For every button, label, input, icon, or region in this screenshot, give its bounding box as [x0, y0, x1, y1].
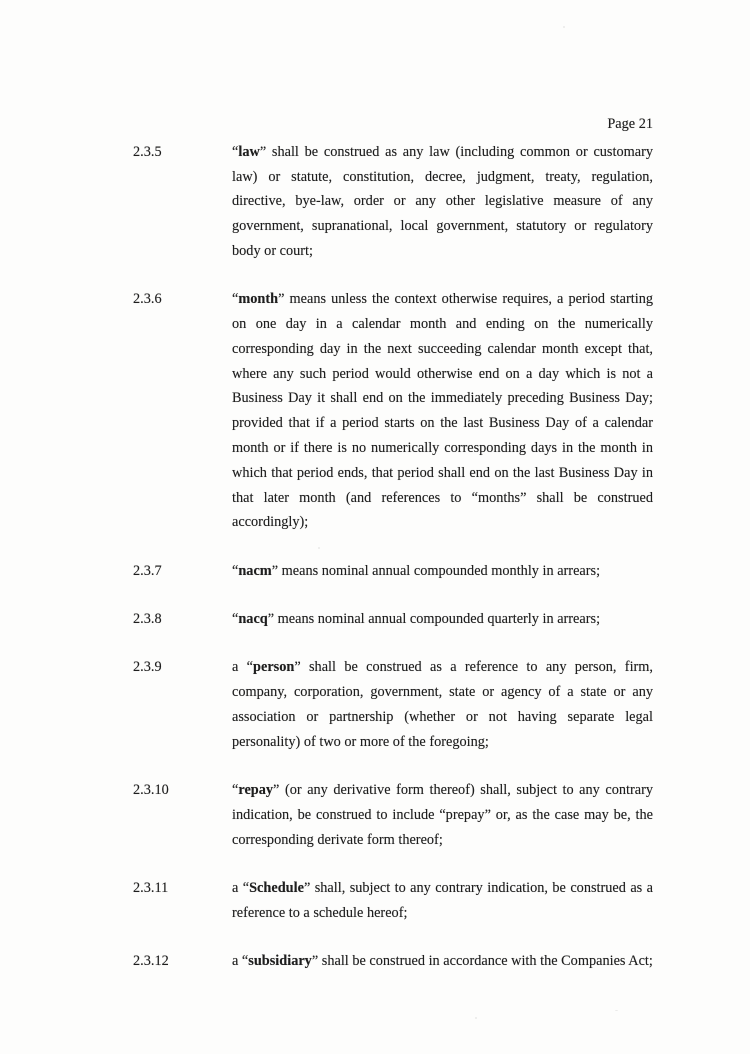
clause-text: [232, 655, 653, 754]
clause-suffix: ” means unless the context otherwise requires, a period starting on one day in a calendar month and ending on the numerically corresponding day in the next succeeding calendar month except that, where any such period would otherwise end on a day which is not a Business Day it shall end on the immediately preceding Business Day; provided that if a period starts on the last Business Day of a calendar month or if there is no numerically corresponding days in the month in which that period ends, that period shall end on the last Business Day in that later month (and references to “months” shall be construed accordingly);: [232, 291, 653, 531]
clause-number: 2.3.5: [133, 143, 162, 160]
clause-prefix: a “: [232, 953, 249, 970]
defined-term: nacm: [238, 562, 272, 579]
clause-text: [232, 778, 653, 852]
defined-term: nacq: [238, 611, 268, 628]
defined-term: law: [238, 143, 260, 160]
clause-suffix: ” shall be construed as a reference to any person, firm, company, corporation, government, state or agency of a state or any association or partnership (whether or not having separate legal personality) of two or more of the foregoing;: [232, 659, 653, 750]
scan-speck: [475, 1017, 477, 1019]
page-number: Page 21: [607, 116, 653, 132]
defined-term: repay: [238, 782, 274, 799]
defined-term: month: [238, 291, 279, 308]
clause-suffix: ” shall, subject to any contrary indication, be construed as a reference to a schedule hereof;: [232, 879, 653, 921]
clause-suffix: ” shall be construed in accordance with the Companies Act;: [311, 953, 653, 970]
clause-prefix: “: [232, 562, 239, 579]
clause-suffix: ” means nominal annual compounded quarterly in arrears;: [267, 611, 601, 628]
clause-suffix: ” means nominal annual compounded monthly in arrears;: [271, 562, 601, 579]
clause-text: [232, 949, 653, 974]
clause-number: 2.3.11: [133, 879, 169, 896]
clause-row: [133, 949, 653, 974]
clause-text: [232, 140, 653, 264]
scan-speck: [615, 1010, 618, 1011]
clause-number: 2.3.8: [133, 611, 162, 628]
clause-row: [133, 655, 653, 754]
clause-prefix: “: [232, 782, 239, 799]
clause-row: [133, 287, 653, 535]
clause-row: [133, 607, 653, 632]
defined-term: Schedule: [249, 879, 304, 896]
scan-speck: [318, 547, 320, 549]
clause-row: [133, 140, 653, 264]
clause-text: [232, 876, 653, 926]
scan-speck: [563, 26, 565, 28]
clause-prefix: a “: [232, 659, 254, 676]
clause-row: [133, 778, 653, 852]
clause-text: [232, 559, 653, 584]
clause-number: 2.3.12: [133, 953, 169, 970]
clause-row: [133, 559, 653, 584]
clause-number: 2.3.9: [133, 659, 162, 676]
defined-term: person: [253, 659, 295, 676]
clause-number: 2.3.6: [133, 291, 162, 308]
clause-prefix: “: [232, 291, 239, 308]
defined-term: subsidiary: [248, 953, 312, 970]
scan-speck: [158, 964, 160, 966]
clause-text: [232, 287, 653, 535]
clause-prefix: a “: [232, 879, 250, 896]
clause-number: 2.3.10: [133, 782, 169, 799]
clause-suffix: ” shall be construed as any law (including common or customary law) or statute, constitution, decree, judgment, treaty, regulation, directive, bye-law, order or any other legislative measure of any government, supranational, local government, statutory or regulatory body or court;: [232, 143, 653, 259]
clause-prefix: “: [232, 143, 239, 160]
clause-text: [232, 607, 653, 632]
clause-prefix: “: [232, 611, 239, 628]
clause-suffix: ” (or any derivative form thereof) shall, subject to any contrary indication, be construed to include “prepay” or, as the case may be, the corresponding derivate form thereof;: [232, 782, 653, 848]
clause-number: 2.3.7: [133, 562, 162, 579]
clause-row: [133, 876, 653, 926]
